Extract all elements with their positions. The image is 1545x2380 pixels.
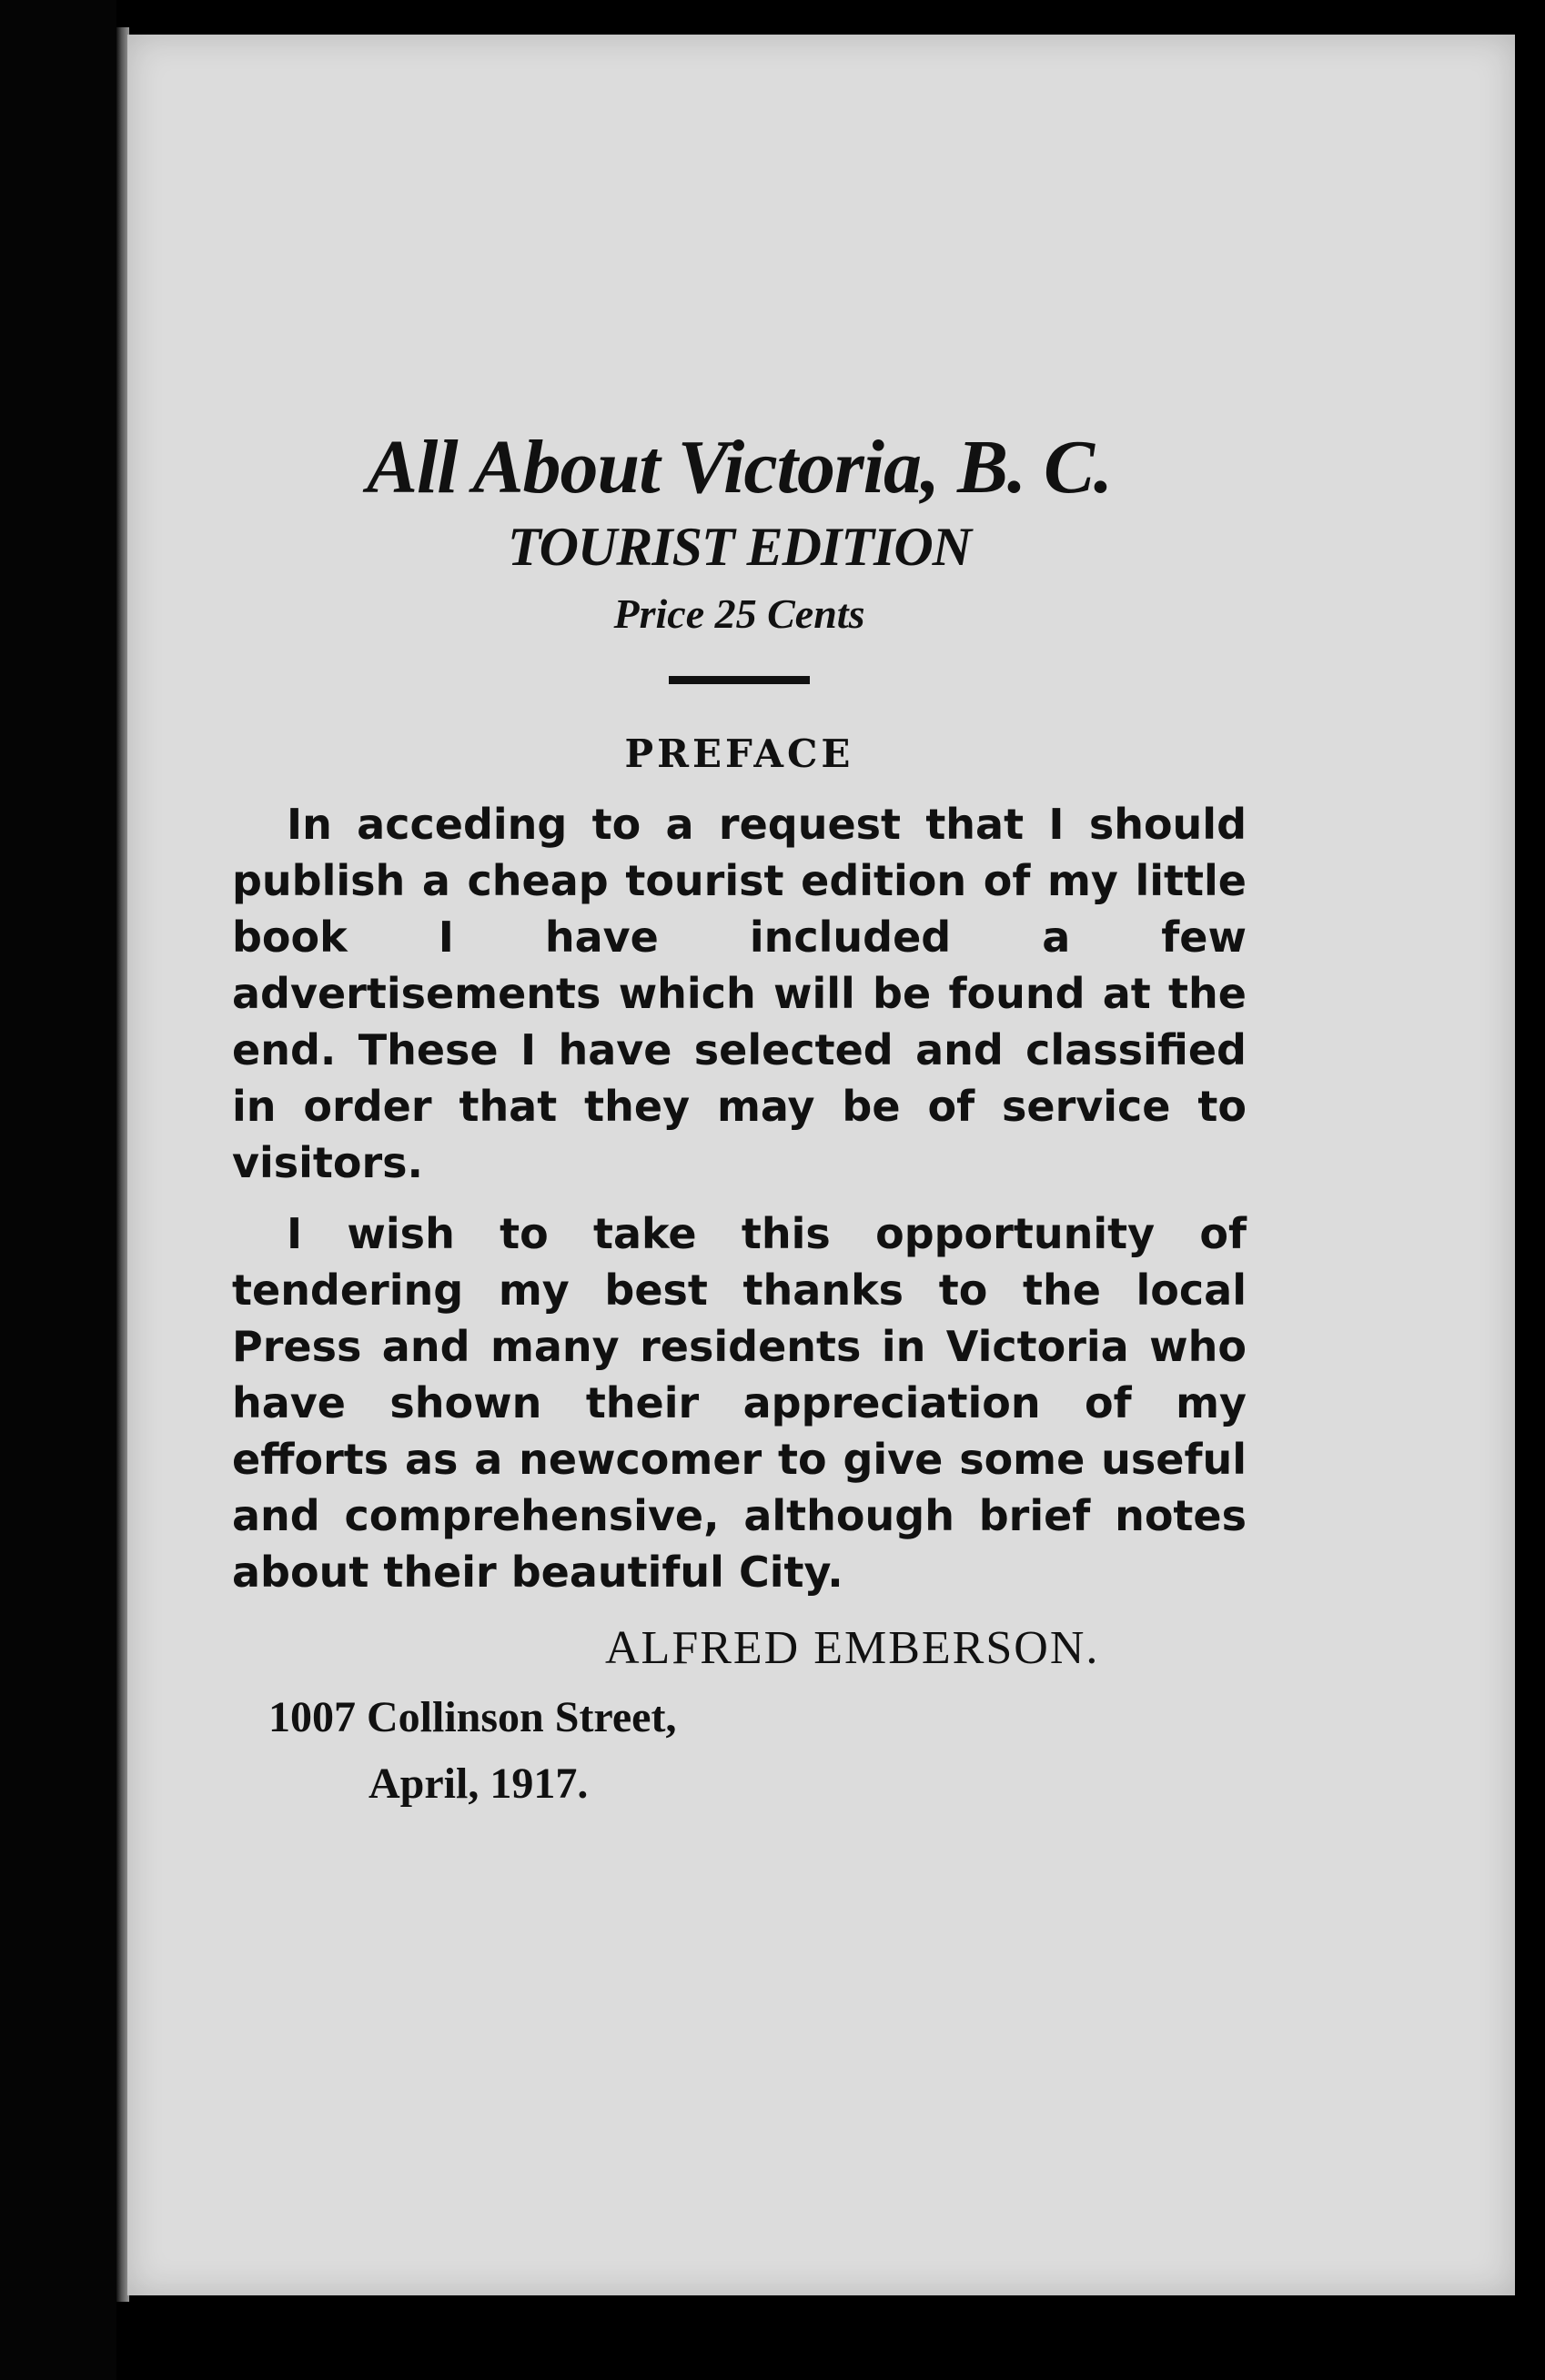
divider-rule [669,676,810,684]
preface-date: April, 1917. [369,1759,589,1808]
scan-left-margin [0,0,116,2380]
preface-paragraph-2: I wish to take this opportunity of tendering my best thanks to the local Press and many residents in Victoria who have shown their appreciation of my efforts as a newcomer to give some useful and comprehensive, although brief notes about their beautiful City. [232,1209,1247,1598]
preface-paragraph-1: In acceding to a request that I should publish a cheap tourist edition of my little book I have included a few advertisements which will be found at the end. These I have selected and classified in order that they may be of service to visitors. [232,800,1247,1188]
author-signature: ALFRED EMBERSON. [605,1622,1100,1675]
author-address: 1007 Collinson Street, [268,1692,677,1741]
price-line: Price 25 Cents [613,590,865,638]
edition-subtitle: TOURIST EDITION [508,517,971,578]
book-title: All About Victoria, B. C. [366,425,1113,509]
page-content [232,425,1247,1810]
preface-heading: PREFACE [624,731,854,777]
